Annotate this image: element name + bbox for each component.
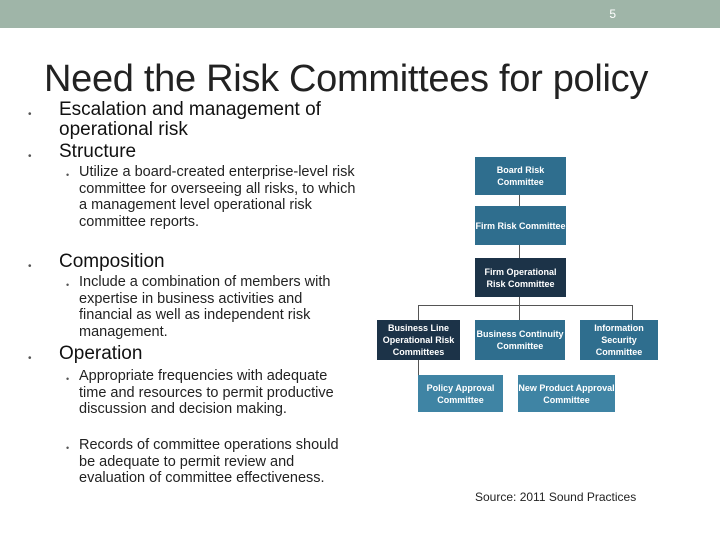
bullet-dot-icon: • xyxy=(28,151,32,162)
sub-bullet-text: Utilize a board-created enterprise-level risk committee for overseeing all risks, to which a management level operational risk committee reports. xyxy=(79,164,356,230)
board-risk-committee-box: Board Risk Committee xyxy=(475,157,566,195)
connector-line xyxy=(519,245,520,258)
connector-line xyxy=(418,305,419,320)
sub-bullet-text: Records of committee operations should be adequate to permit review and evaluation of committee effectiveness. xyxy=(79,437,339,487)
bullet-dot-icon: • xyxy=(66,443,70,453)
source-caption: Source: 2011 Sound Practices xyxy=(475,490,637,504)
slide-title: Need the Risk Committees for policy xyxy=(44,58,649,100)
connector-line xyxy=(418,360,419,375)
top-bar xyxy=(0,0,720,28)
connector-line xyxy=(418,305,632,306)
connector-line xyxy=(519,195,520,206)
sub-bullet-text: Appropriate frequencies with adequate time and resources to permit productive discussion and decision making. xyxy=(79,368,334,418)
connector-line xyxy=(519,305,520,320)
sub-bullet-operation-2 xyxy=(66,437,356,487)
bullet-dot-icon: • xyxy=(28,353,32,364)
bullet-text: Structure xyxy=(59,141,137,162)
bullet-text: Composition xyxy=(59,251,165,272)
bullet-dot-icon: • xyxy=(66,374,70,384)
bullet-composition xyxy=(28,252,348,272)
business-line-committee-box: Business Line Operational Risk Committees xyxy=(377,320,460,360)
bullet-dot-icon: • xyxy=(28,109,32,120)
sub-bullet-text: Include a combination of members with expertise in business activities and financial as well as independent risk management. xyxy=(79,274,331,340)
bullet-operation xyxy=(28,344,348,364)
bullet-text: Operation xyxy=(59,343,143,364)
sub-bullet-operation-1 xyxy=(66,368,356,418)
sub-bullet-composition xyxy=(66,274,356,340)
connector-line xyxy=(519,297,520,305)
bullet-dot-icon: • xyxy=(28,261,32,272)
slide-number: 5 xyxy=(609,7,616,21)
bullet-dot-icon: • xyxy=(66,170,70,180)
bullet-structure xyxy=(28,142,348,162)
business-continuity-committee-box: Business Continuity Committee xyxy=(475,320,565,360)
bullet-dot-icon: • xyxy=(66,280,70,290)
firm-risk-committee-box: Firm Risk Committee xyxy=(475,206,566,245)
sub-bullet-structure xyxy=(66,164,356,230)
connector-line xyxy=(632,305,633,320)
bullet-text: Escalation and management of operational risk xyxy=(59,99,321,140)
information-security-committee-box: Information Security Committee xyxy=(580,320,658,360)
firm-operational-risk-committee-box: Firm Operational Risk Committee xyxy=(475,258,566,297)
new-product-approval-committee-box: New Product Approval Committee xyxy=(518,375,615,412)
bullet-escalation xyxy=(28,100,348,140)
policy-approval-committee-box: Policy Approval Committee xyxy=(418,375,503,412)
